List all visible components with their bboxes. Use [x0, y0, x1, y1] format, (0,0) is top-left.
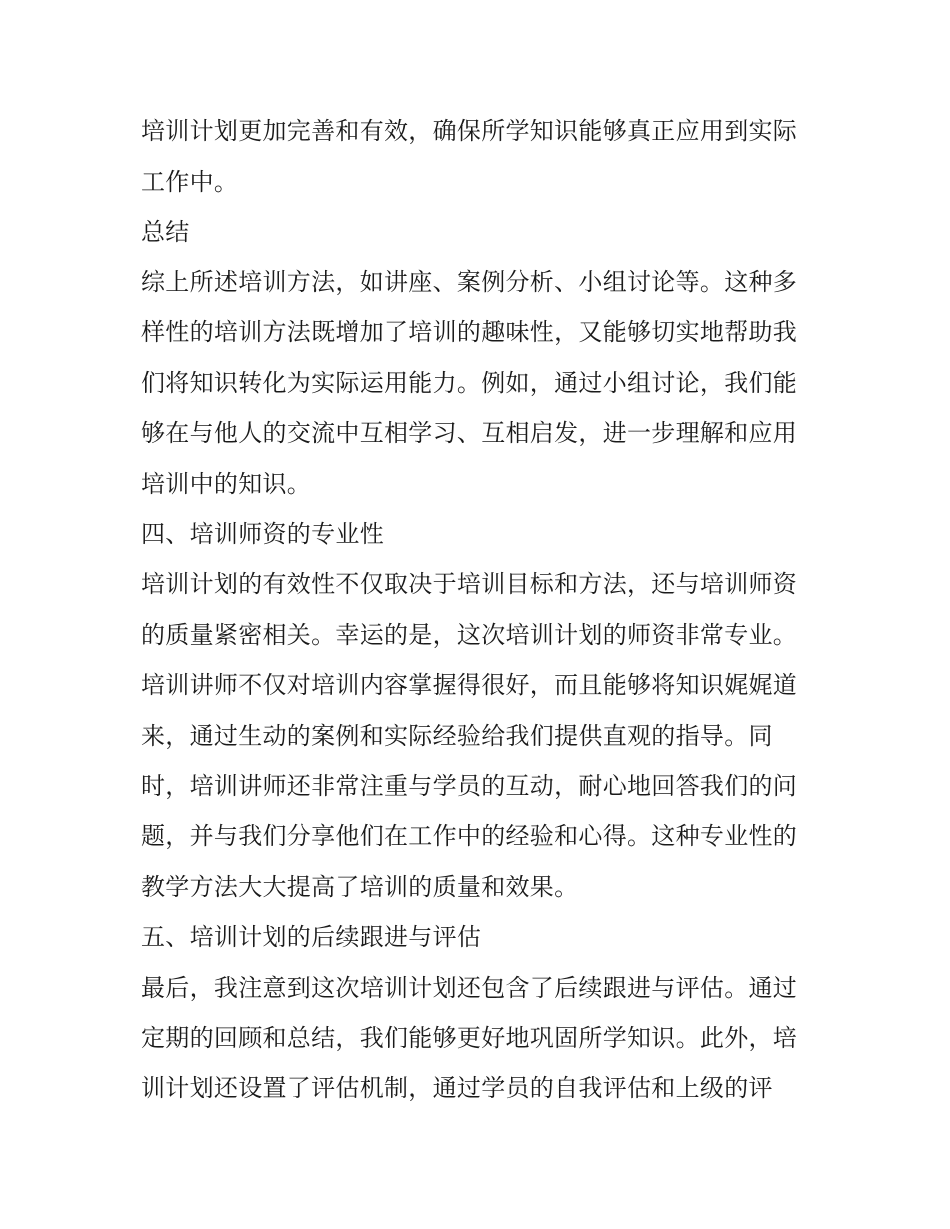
section-heading-5: 五、培训计划的后续跟进与评估	[141, 923, 482, 951]
paragraph-line: 培训讲师不仅对培训内容掌握得很好，而且能够将知识娓娓道	[141, 671, 798, 699]
paragraph-line: 们将知识转化为实际运用能力。例如，通过小组讨论，我们能	[141, 369, 798, 397]
paragraph-line: 培训计划更加完善和有效，确保所学知识能够真正应用到实际	[141, 117, 798, 145]
paragraph-line: 综上所述培训方法，如讲座、案例分析、小组讨论等。这种多	[141, 268, 798, 296]
paragraph-line: 最后，我注意到这次培训计划还包含了后续跟进与评估。通过	[141, 974, 798, 1002]
paragraph-line: 训计划还设置了评估机制，通过学员的自我评估和上级的评	[141, 1074, 773, 1102]
paragraph-line: 培训计划的有效性不仅取决于培训目标和方法，还与培训师资	[141, 570, 798, 598]
paragraph-line: 定期的回顾和总结，我们能够更好地巩固所学知识。此外，培	[141, 1024, 798, 1052]
paragraph-line: 来，通过生动的案例和实际经验给我们提供直观的指导。同	[141, 722, 773, 750]
paragraph-line: 的质量紧密相关。幸运的是，这次培训计划的师资非常专业。	[141, 621, 798, 649]
paragraph-line: 样性的培训方法既增加了培训的趣味性，又能够切实地帮助我	[141, 318, 798, 346]
paragraph-line: 题，并与我们分享他们在工作中的经验和心得。这种专业性的	[141, 822, 798, 850]
paragraph-line: 教学方法大大提高了培训的质量和效果。	[141, 873, 579, 901]
paragraph-line: 时，培训讲师还非常注重与学员的互动，耐心地回答我们的问	[141, 772, 798, 800]
paragraph-line: 够在与他人的交流中互相学习、互相启发，进一步理解和应用	[141, 419, 798, 447]
paragraph-line: 工作中。	[141, 168, 239, 196]
section-heading-summary: 总结	[141, 218, 190, 246]
paragraph-line: 培训中的知识。	[141, 470, 312, 498]
section-heading-4: 四、培训师资的专业性	[141, 520, 384, 548]
